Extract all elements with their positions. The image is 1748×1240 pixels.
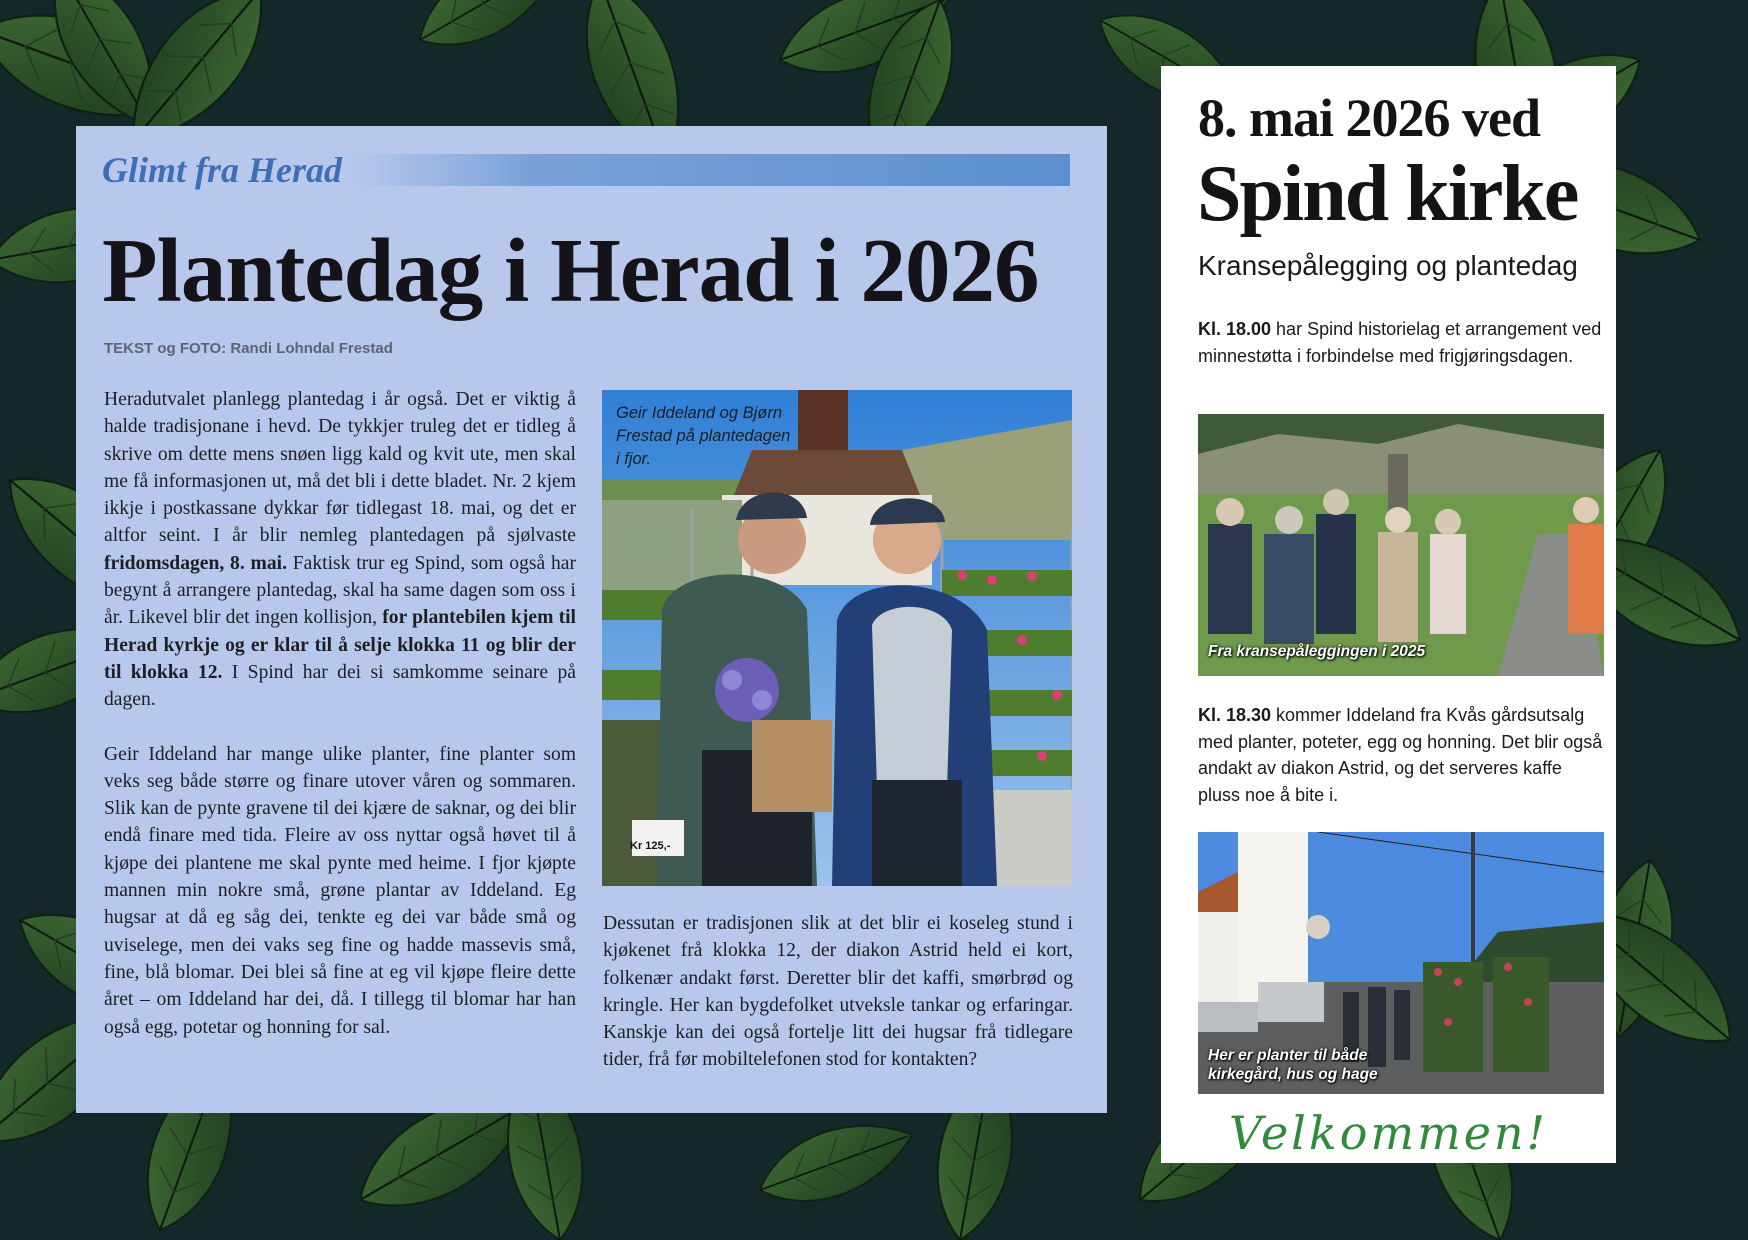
price-sign: Kr 125,- [630,840,671,852]
poster-title-place: Spind kirke [1197,150,1578,238]
article-column-right [603,910,1073,1074]
block-text: kommer Iddeland fra Kvås gårdsutsalg med planter, poteter, egg og honning. Det blir også andakt av diakon Astrid, og det serveres kaffe pluss noe å bite i. [1198,705,1603,805]
poster-photo-plants [1198,832,1604,1094]
article-paragraph-3: Dessutan er tradisjonen slik at det blir ei koseleg stund i kjøkenet frå klokka 12, der diakon Astrid held ei kort, folkenær andakt først. Deretter blir det kaffi, smørbrød og kringle. Her kan bygdefolket utveksle tankar og erfaringar. Kanskje kan dei også fortelje litt dei hugsar frå tidlegare tider, frå før mobiltelefonen stod for kontakten? [603,913,1073,1071]
section-label: Glimt fra Herad [102,150,342,190]
block-time: Kl. 18.00 [1198,319,1272,339]
poster-subtitle: Kransepålegging og plantedag [1198,250,1578,281]
photo-people-memorial [1198,414,1604,676]
section-header [102,146,1070,194]
paragraph-text: I Spind har dei si samkomme seinare på dagen. [104,661,576,711]
paragraph-bold-date: fridomsdagen, 8. mai. [104,552,287,574]
article-paragraph-2: Geir Iddeland har mange ulike planter, fine planter som veks seg både større og finare utover våren og sommaren. Slik kan de pynte gravene til dei kjære de saknar, og dei blir endå finare med tida. Fleire av oss nyttar også høvet til å kjøpe dei plantene me skal pynte med heime. I fjor kjøpte mannen min nokre små, grøne plantar av Iddeland. Eg hugsar at då eg såg dei, tenkte eg dei var både små og uviselege, men dei vaks seg fine og hadde massevis små, fine, blå blomar. Dei blei så fine at eg vil kjøpe fleire dette året – om Iddeland har dei, då. I tillegg til blomar har han også egg, potetar og honning for sal. [104,743,576,1038]
block-time: Kl. 18.30 [1198,705,1272,725]
section-bar-gradient [352,154,1070,186]
poster-photo-wreath [1198,414,1604,676]
article-paragraph-1 [104,386,576,714]
article-headline: Plantedag i Herad i 2026 [102,220,1039,321]
article-column-left [104,386,576,1041]
photo-caption: Fra kransepåleggingen i 2025 [1208,643,1426,660]
photo-caption-line: Her er planter til både [1208,1047,1368,1064]
block-text: har Spind historielag et arrangement ved minnestøtta i forbindelse med frigjøringsdagen. [1198,319,1602,366]
paragraph-text: Heradutvalet planlegg plantedag i år også. Det er viktig å halde tradisjonane i hevd. De tykkjer truleg det er tidleg å skrive om dette mens snøen ligg kald og kvit ute, men skal me få informasjonen ut, må det bli i dette bladet. Nr. 2 kjem ikkje i postkassane dykkar før tidlegast 18. mai, og det er altfor seint. I år blir nemleg plantedagen på sjølvaste [104,389,576,547]
poster-block-2 [1198,702,1608,808]
poster-title-date: 8. mai 2026 ved [1198,88,1540,148]
photo-caption: Geir Iddeland og Bjørn Frestad på plantedagen i fjor. [616,404,791,468]
paragraph-bold-time: for plantebilen kjem til Herad kyrkje og er klar til å selje klokka 11 og blir der til klokka 12. [104,607,576,683]
article-photo [602,390,1072,886]
poster-block-1 [1198,316,1608,369]
article-byline: TEKST og FOTO: Randi Lohndal Frestad [104,340,393,357]
photo-caption [1208,1046,1378,1084]
photo-caption-line: kirkegård, hus og hage [1208,1066,1378,1083]
paragraph-text: Faktisk trur eg Spind, som også har begynt å arrangere plantedag, skal ha same dagen som oss i år. Likevel blir det ingen kollisjon, [104,552,576,629]
event-poster [1161,66,1616,1163]
welcome-text: Velkommen! [1228,1106,1549,1160]
article-panel [76,126,1107,1113]
